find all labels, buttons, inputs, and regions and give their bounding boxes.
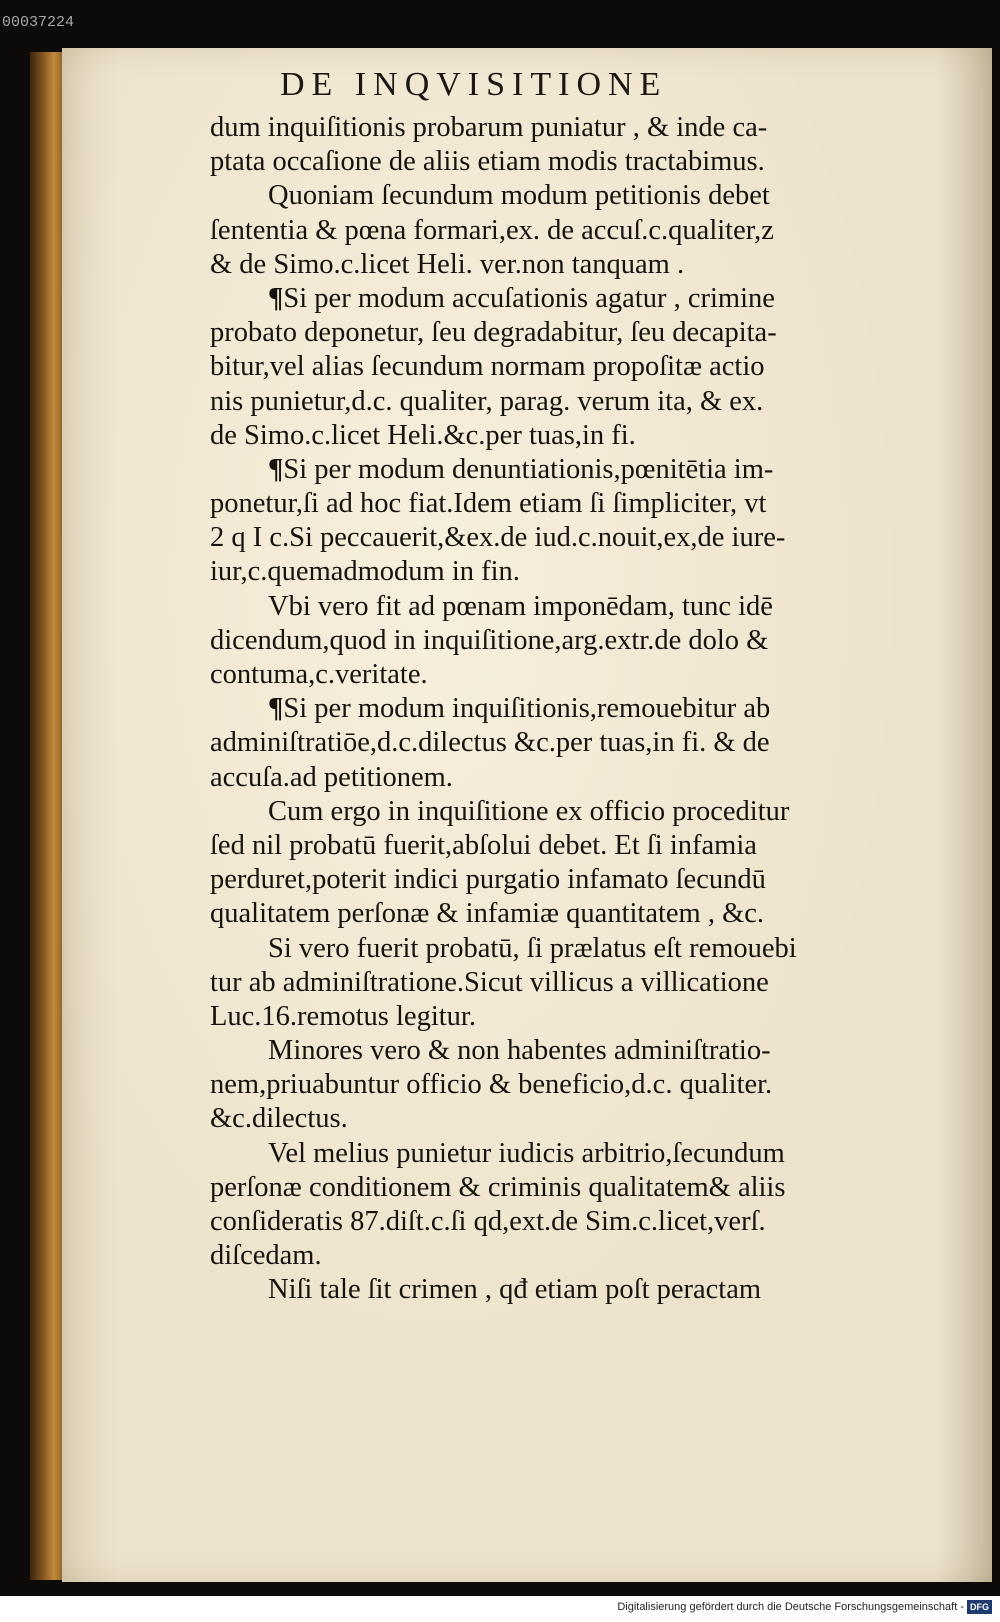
text-line: &c.dilectus.	[210, 1103, 348, 1135]
pilcrow-icon: ¶	[268, 282, 284, 314]
text-line: adminiſtratiōe,d.c.dilectus &c.per tuas,in fi. & de	[210, 727, 770, 759]
scan-id-label: 00037224	[2, 14, 75, 31]
text-line: conſideratis 87.diſt.c.ſi qd,ext.de Sim.c.licet,verſ.	[210, 1206, 766, 1237]
text-line	[210, 282, 945, 316]
text-line: Vel melius punietur iudicis arbitrio,ſecundum	[268, 1137, 785, 1169]
text-line: Cum ergo in inquiſitione ex officio proceditur	[268, 795, 790, 827]
text-line: ponetur,ſi ad hoc fiat.Idem etiam ſi ſimpliciter, vt	[210, 488, 767, 520]
text-line: diſcedam.	[210, 1240, 322, 1272]
digitization-credit	[617, 1600, 992, 1614]
text-line: nem,priuabuntur officio & beneficio,d.c. qualiter.	[210, 1069, 773, 1101]
text-line: iur,c.quemadmodum in fin.	[210, 556, 520, 588]
text-line: perſonæ conditionem & criminis qualitatem& aliis	[210, 1171, 786, 1203]
pilcrow-icon: ¶	[268, 453, 284, 485]
text-line: ſententia & pœna formari,ex. de accuſ.c.qualiter,z	[210, 214, 774, 246]
text-line: probato deponetur, ſeu degradabitur, ſeu decapita-	[210, 317, 777, 349]
body-text	[210, 111, 945, 1308]
text-line: 2 q I c.Si peccauerit,&ex.de iud.c.nouit,ex,de iure-	[210, 522, 786, 554]
pilcrow-icon: ¶	[268, 693, 284, 725]
page-header-title: DE INQVISITIONE	[280, 66, 668, 103]
text-line: ſed nil probatū fuerit,abſolui debet. Et ſi infamia	[210, 829, 757, 861]
text-line: Niſi tale ſit crimen , qđ etiam poſt peractam	[268, 1274, 762, 1306]
text-line	[210, 692, 945, 726]
text-line-content: Si per modum denuntiationis,pœnitētia im-	[283, 453, 774, 485]
text-line	[210, 453, 945, 487]
text-line: qualitatem perſonæ & infamiæ quantitatem , &c.	[210, 898, 765, 930]
text-line: Minores vero & non habentes adminiſtratio-	[268, 1035, 771, 1067]
text-line: Quoniam ſecundum modum petitionis debet	[268, 180, 770, 212]
text-line: tur ab adminiſtratione.Sicut villicus a villicatione	[210, 966, 769, 998]
text-line: de Simo.c.licet Heli.&c.per tuas,in fi.	[210, 419, 636, 451]
text-line: Luc.16.remotus legitur.	[210, 1000, 476, 1032]
dfg-logo: DFG	[967, 1600, 992, 1614]
text-line-content: Si per modum inquiſitionis,remouebitur ab	[283, 693, 771, 725]
text-line: ptata occaſione de aliis etiam modis tractabimus.	[210, 146, 765, 178]
text-line: dicendum,quod in inquiſitione,arg.extr.de dolo &	[210, 624, 769, 656]
text-line: Vbi vero fit ad pœnam imponēdam, tunc idē	[268, 590, 773, 622]
text-line: Si vero fuerit probatū, ſi prælatus eſt remouebi	[268, 932, 797, 964]
text-line: nis punietur,d.c. qualiter, parag. verum ita, & ex.	[210, 385, 764, 417]
text-line: perduret,poterit indici purgatio infamato ſecundū	[210, 864, 766, 896]
text-line: contuma,c.veritate.	[210, 659, 428, 690]
text-line-content: Si per modum accuſationis agatur , crimine	[283, 282, 775, 314]
text-line: bitur,vel alias ſecundum normam propoſitæ actio	[210, 351, 765, 383]
credit-text: Digitalisierung gefördert durch die Deutsche Forschungsgemeinschaft -	[617, 1601, 964, 1613]
text-line: accuſa.ad petitionem.	[210, 761, 453, 793]
text-line: dum inquiſitionis probarum puniatur , & inde ca-	[210, 112, 768, 143]
text-line: & de Simo.c.licet Heli. ver.non tanquam .	[210, 248, 685, 280]
